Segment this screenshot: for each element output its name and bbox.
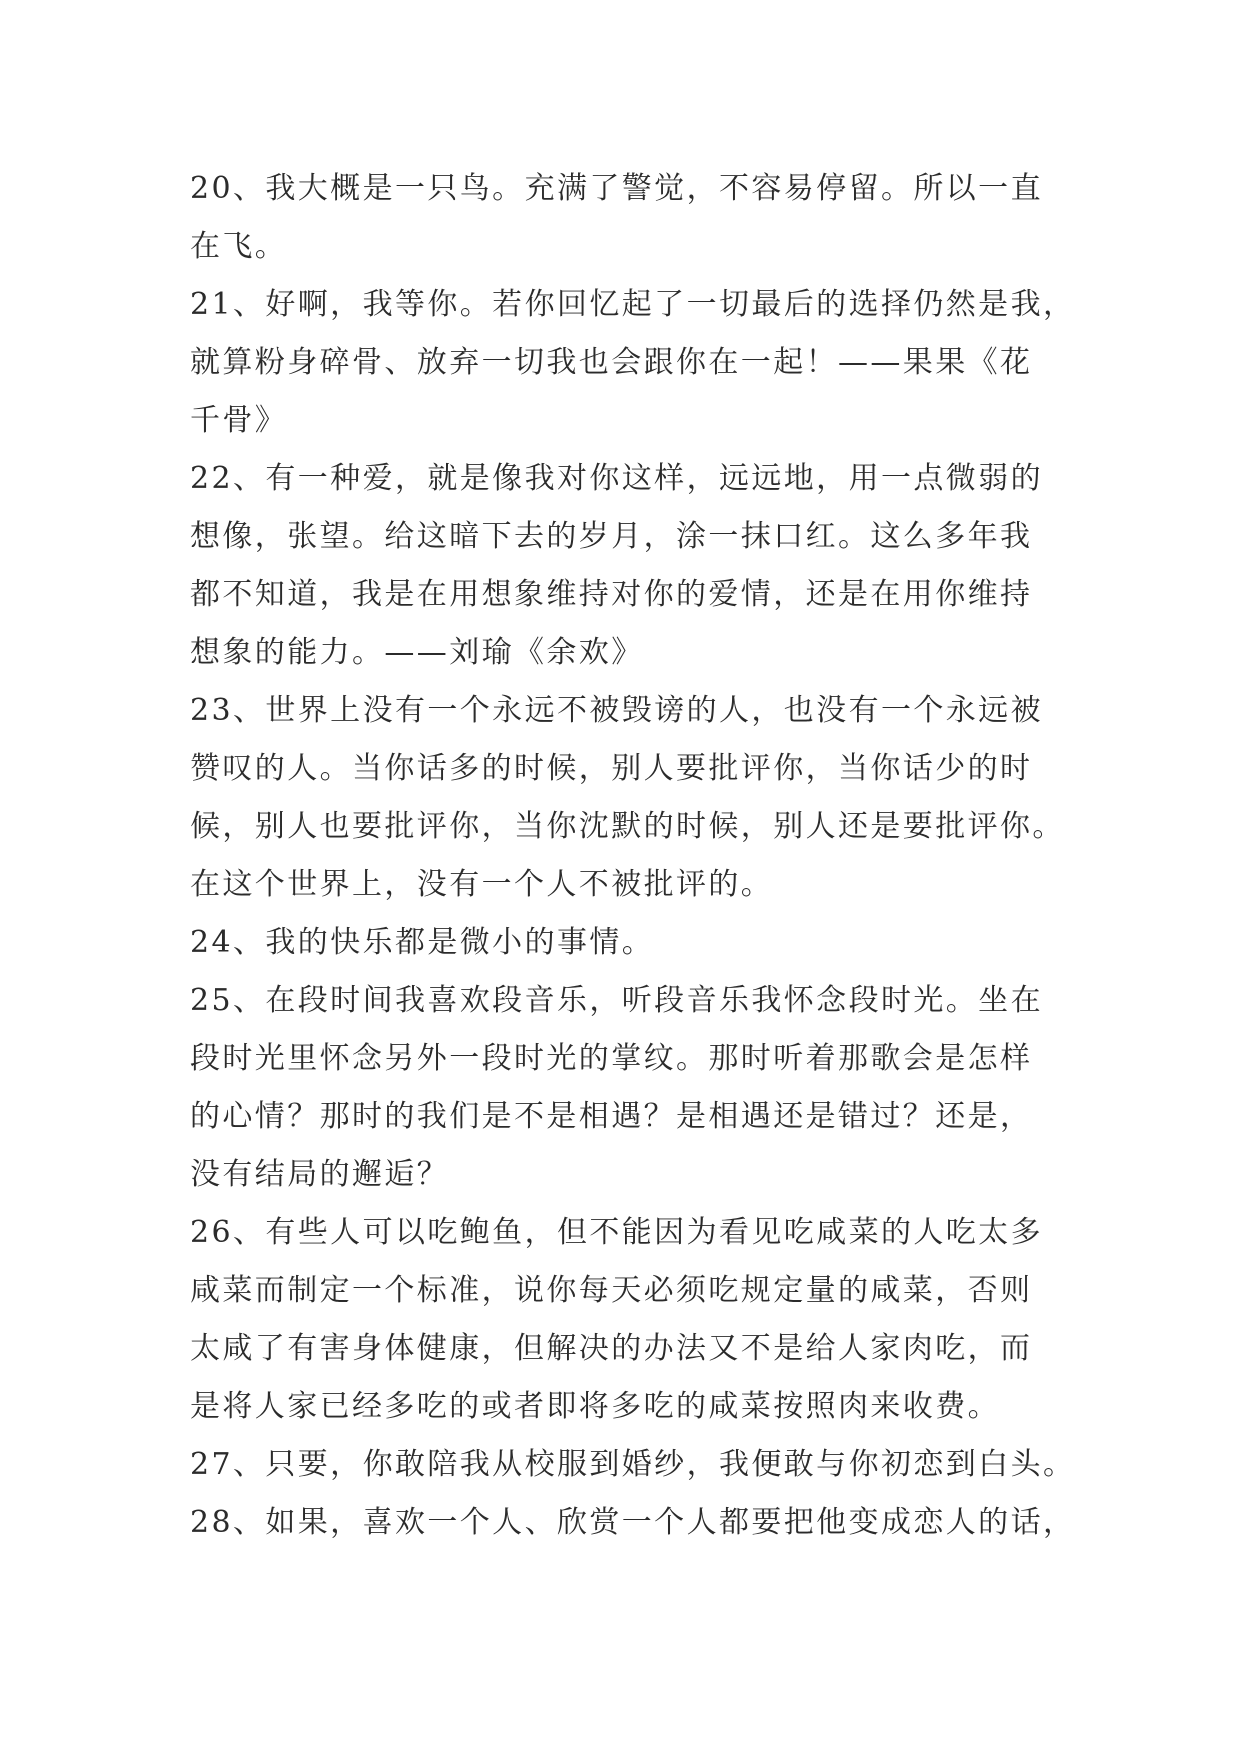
text-line: 的心情？那时的我们是不是相遇？是相遇还是错过？还是， [190,1099,1033,1134]
text-line: 赞叹的人。当你话多的时候，别人要批评你，当你话少的时 [190,751,1033,786]
text-line: 在飞。 [190,229,288,264]
text-line: 25、在段时间我喜欢段音乐，听段音乐我怀念段时光。坐在 [190,983,1043,1018]
text-line: 都不知道，我是在用想象维持对你的爱情，还是在用你维持 [190,577,1033,612]
text-line: 太咸了有害身体健康，但解决的办法又不是给人家肉吃，而 [190,1331,1033,1366]
text-line: 28、如果，喜欢一个人、欣赏一个人都要把他变成恋人的话， [190,1505,1076,1540]
text-line: 想象的能力。——刘瑜《余欢》 [190,635,644,670]
text-line: 咸菜而制定一个标准，说你每天必须吃规定量的咸菜，否则 [190,1273,1033,1308]
text-line: 27、只要，你敢陪我从校服到婚纱，我便敢与你初恋到白头。 [190,1447,1076,1482]
document-body [190,160,1076,1552]
text-line: 26、有些人可以吃鲍鱼，但不能因为看见吃咸菜的人吃太多 [190,1215,1043,1250]
text-line: 千骨》 [190,403,288,438]
text-line: 没有结局的邂逅？ [190,1157,450,1192]
text-line: 21、好啊，我等你。若你回忆起了一切最后的选择仍然是我， [190,287,1076,322]
text-line: 22、有一种爱，就是像我对你这样，远远地，用一点微弱的 [190,461,1043,496]
text-line: 20、我大概是一只鸟。充满了警觉，不容易停留。所以一直 [190,171,1043,206]
text-line: 是将人家已经多吃的或者即将多吃的咸菜按照肉来收费。 [190,1389,1000,1424]
text-line: 23、世界上没有一个永远不被毁谤的人，也没有一个永远被 [190,693,1043,728]
text-line: 候，别人也要批评你，当你沈默的时候，别人还是要批评你。 [190,809,1065,844]
text-line: 在这个世界上，没有一个人不被批评的。 [190,867,774,902]
text-line: 就算粉身碎骨、放弃一切我也会跟你在一起！——果果《花 [190,345,1033,380]
text-line: 24、我的快乐都是微小的事情。 [190,925,655,960]
text-line: 段时光里怀念另外一段时光的掌纹。那时听着那歌会是怎样 [190,1041,1033,1076]
text-line: 想像，张望。给这暗下去的岁月，涂一抹口红。这么多年我 [190,519,1033,554]
